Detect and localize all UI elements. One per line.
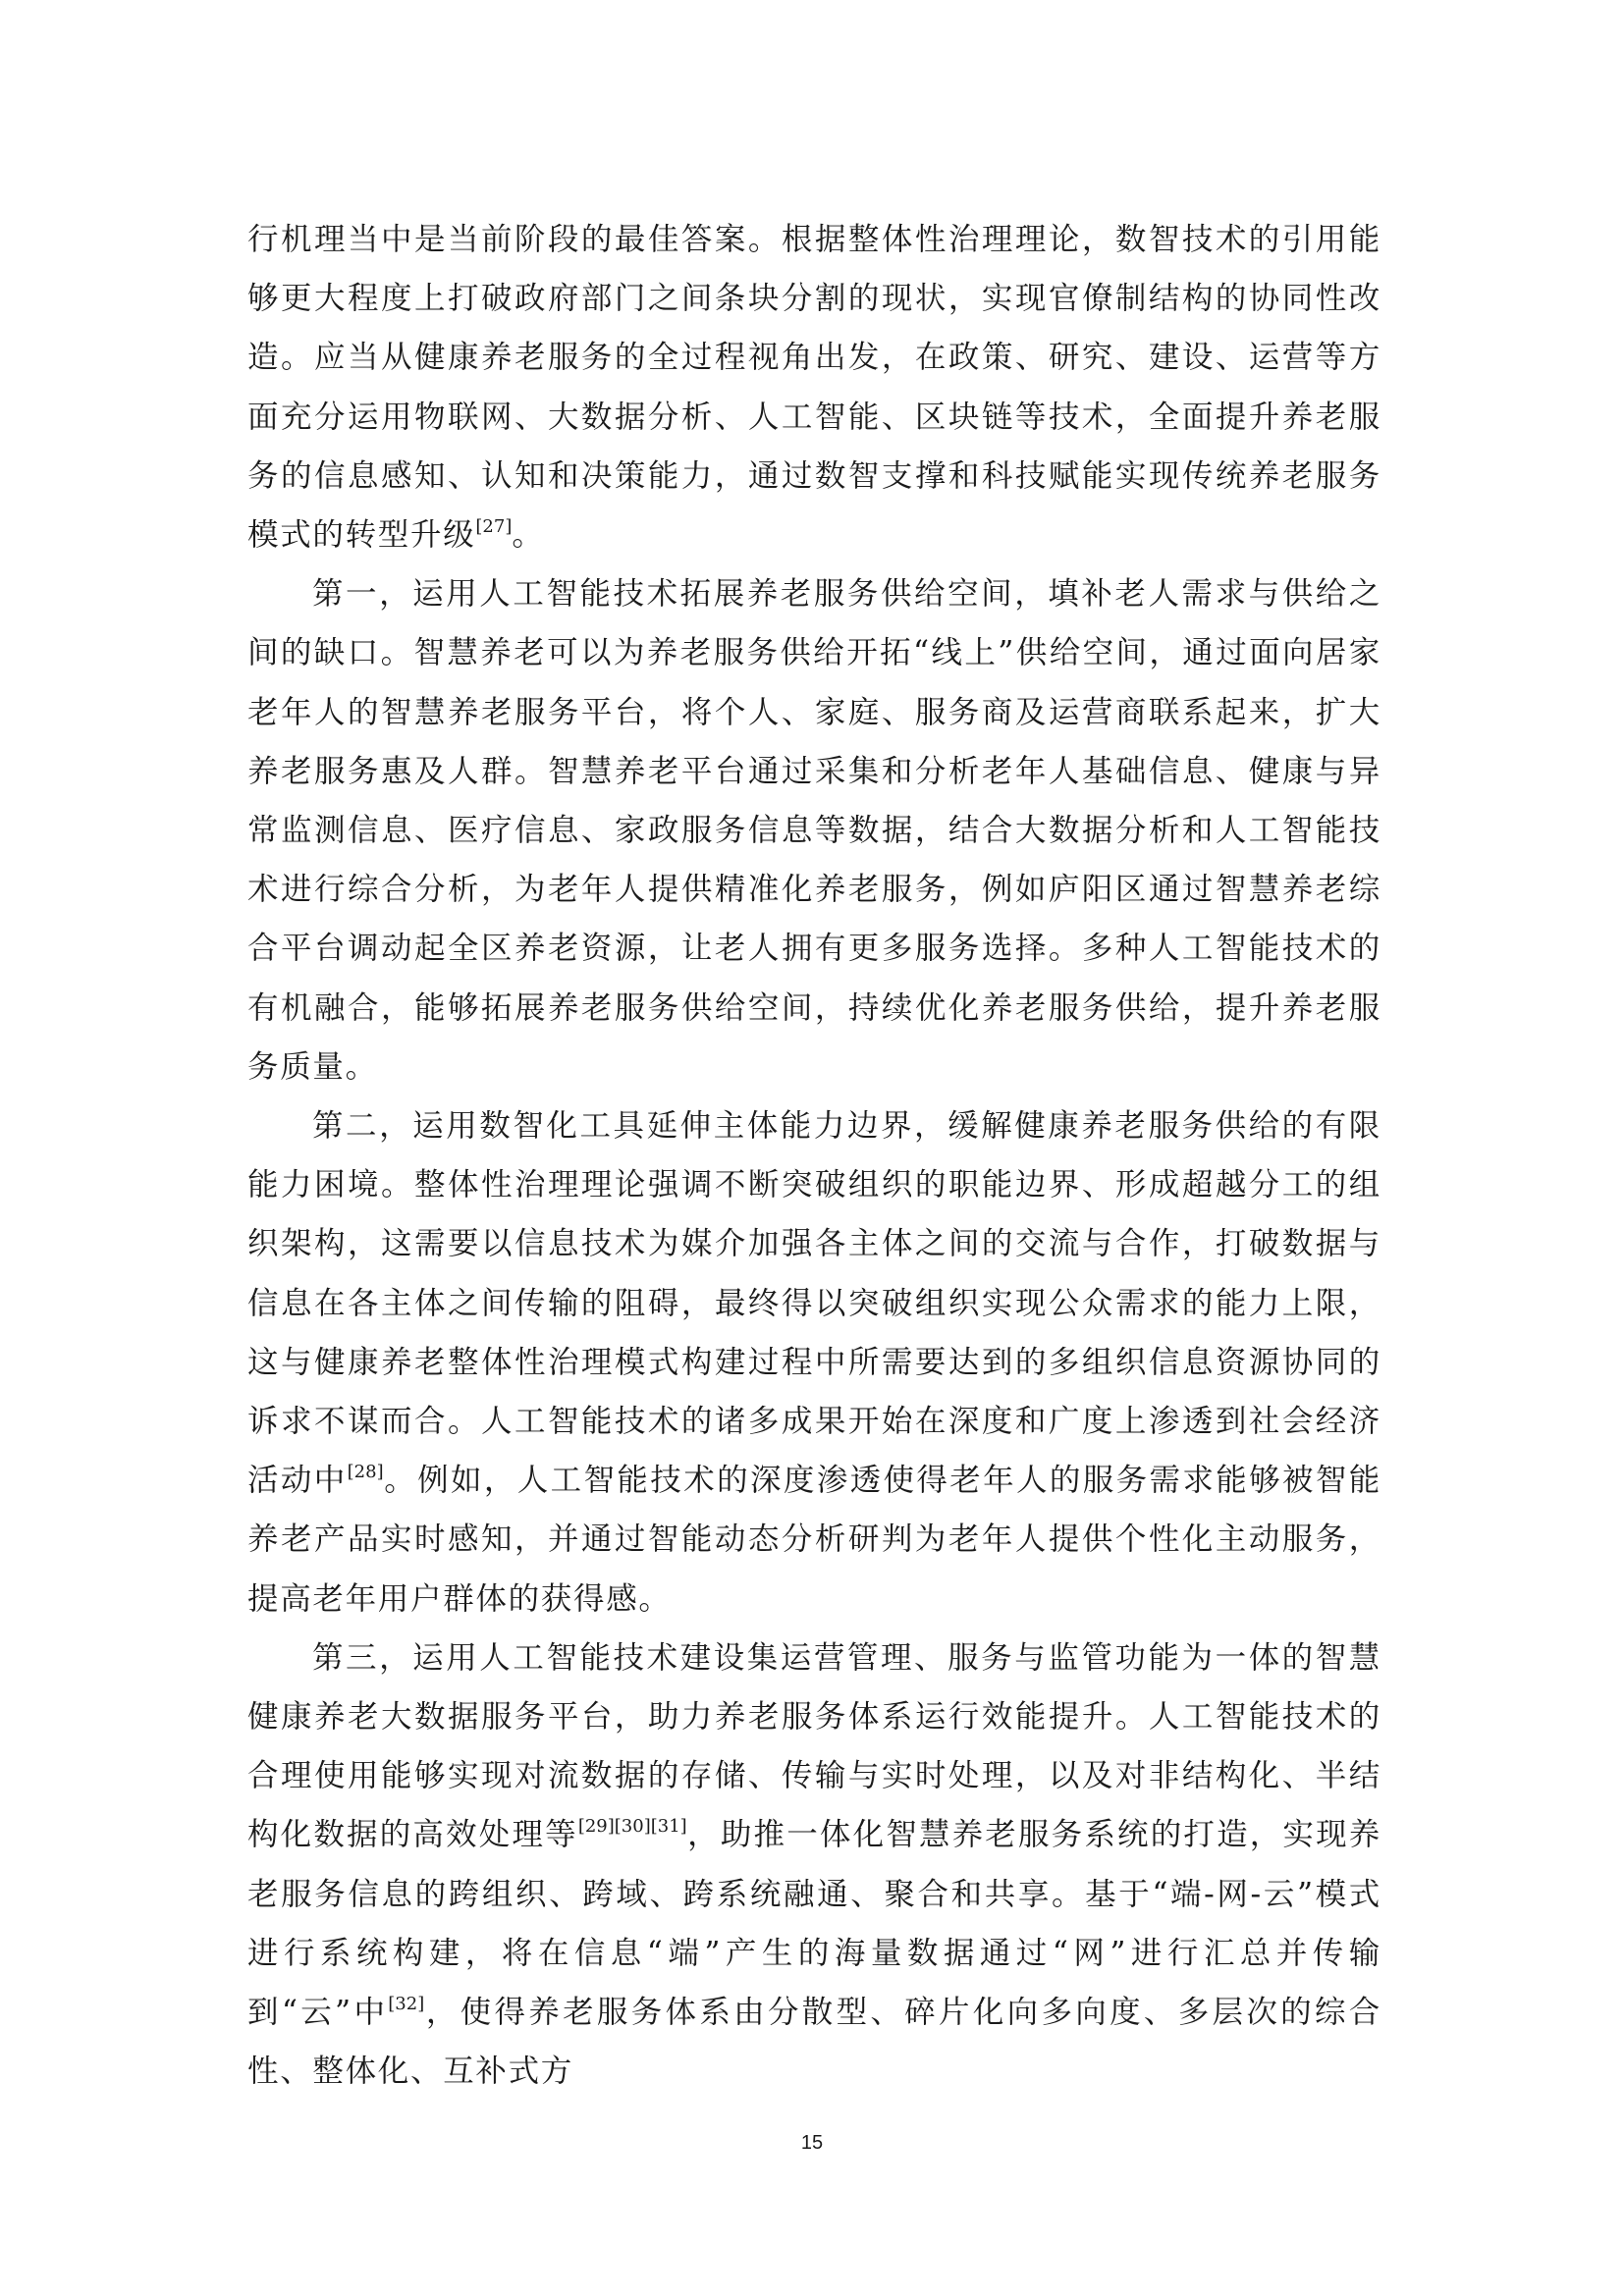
citation-ref: [28] (347, 1462, 384, 1483)
text-run: 第一，运用人工智能技术拓展养老服务供给空间，填补老人需求与供给之间的缺口。智慧养老可以为养老服务供给开拓“线上”供给空间，通过面向居家老年人的智慧养老服务平台，将个人、家庭、服务商及运营商联系起来，扩大养老服务惠及人群。智慧养老平台通过采集和分析老年人基础信息、健康与异常监测信息、医疗信息、家政服务信息等数据，结合大数据分析和人工智能技术进行综合分析，为老年人提供精准化养老服务，例如庐阳区通过智慧养老综合平台调动起全区养老资源，让老人拥有更多服务选择。多种人工智能技术的有机融合，能够拓展养老服务供给空间，持续优化养老服务供给，提升养老服务质量。 (247, 576, 1381, 1085)
text-run: 。 (512, 517, 545, 554)
paragraph-3 (247, 1096, 1381, 1629)
paragraph-1 (247, 210, 1381, 564)
body-text (247, 210, 1381, 2102)
citation-ref: [29][30][31] (577, 1816, 687, 1838)
text-run: 行机理当中是当前阶段的最佳答案。根据整体性治理理论，数智技术的引用能够更大程度上打破政府部门之间条块分割的现状，实现官僚制结构的协同性改造。应当从健康养老服务的全过程视角出发，在政策、研究、建设、运营等方面充分运用物联网、大数据分析、人工智能、区块链等技术，全面提升养老服务的信息感知、认知和决策能力，通过数智支撑和科技赋能实现传统养老服务模式的转型升级 (247, 222, 1381, 554)
paragraph-2 (247, 564, 1381, 1096)
text-run: 第二，运用数智化工具延伸主体能力边界，缓解健康养老服务供给的有限能力困境。整体性治理理论强调不断突破组织的职能边界、形成超越分工的组织架构，这需要以信息技术为媒介加强各主体之间的交流与合作，打破数据与信息在各主体之间传输的阻碍，最终得以突破组织实现公众需求的能力上限，这与健康养老整体性治理模式构建过程中所需要达到的多组织信息资源协同的诉求不谋而合。人工智能技术的诸多成果开始在深度和广度上渗透到社会经济活动中 (247, 1108, 1381, 1499)
text-run: 第三，运用人工智能技术建设集运营管理、服务与监管功能为一体的智慧健康养老大数据服务平台，助力养老服务体系运行效能提升。人工智能技术的合理使用能够实现对流数据的存储、传输与实时处理，以及对非结构化、半结构化数据的高效处理等 (247, 1639, 1381, 1853)
text-run: 。例如，人工智能技术的深度渗透使得老年人的服务需求能够被智能养老产品实时感知，并通过智能动态分析研判为老年人提供个性化主动服务，提高老年用户群体的获得感。 (247, 1463, 1381, 1617)
citation-ref: [27] (475, 516, 513, 538)
text-run: ，助推一体化智慧养老服务系统的打造，实现养老服务信息的跨组织、跨域、跨系统融通、聚合和共享。基于“端-网-云”模式进行系统构建，将在信息“端”产生的海量数据通过“网”进行汇总并传输到“云”中 (247, 1817, 1381, 2031)
citation-ref: [32] (388, 1994, 425, 2015)
paragraph-4 (247, 1629, 1381, 2102)
text-run: ，使得养老服务体系由分散型、碎片化向多向度、多层次的综合性、整体化、互补式方 (247, 1995, 1381, 2090)
page-number: 15 (800, 2132, 824, 2154)
